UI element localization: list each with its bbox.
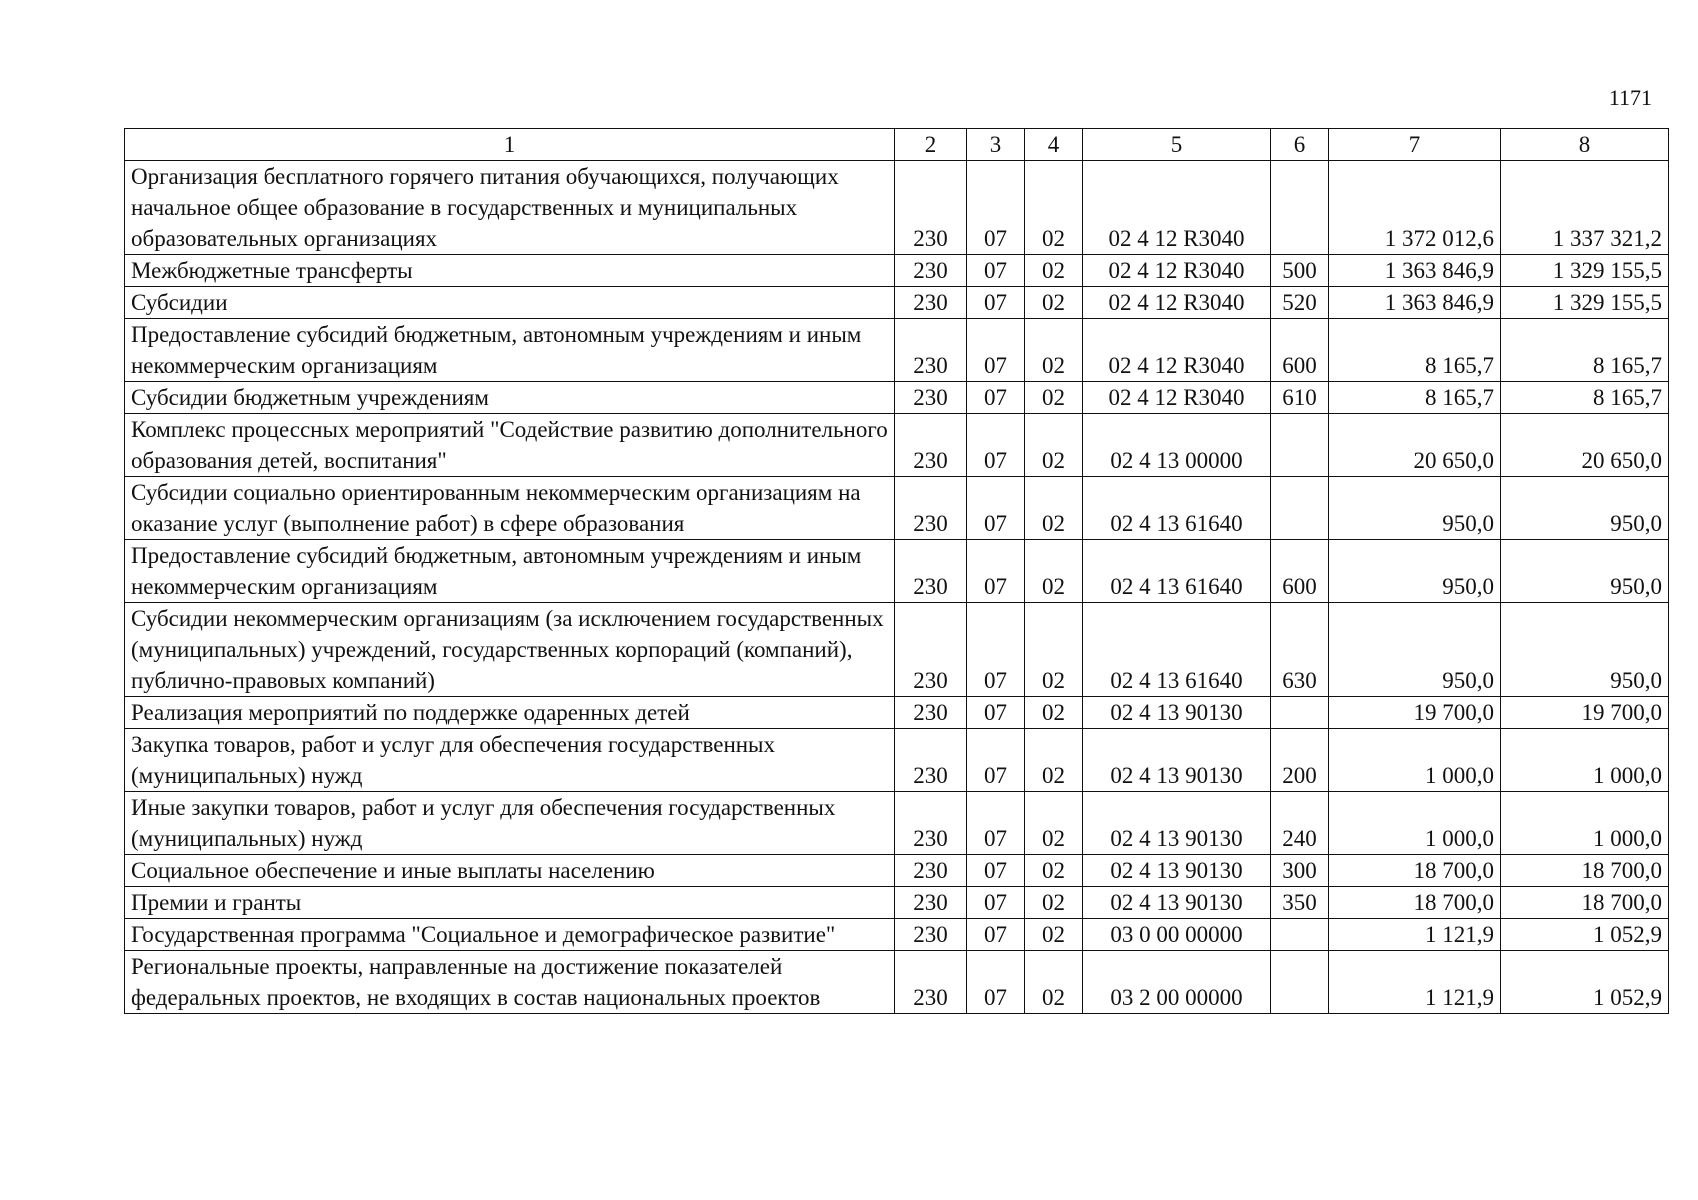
expense-type-cell [1271, 951, 1329, 1014]
column-header: 5 [1083, 129, 1271, 161]
column-header: 4 [1025, 129, 1083, 161]
amount-col8-cell: 1 000,0 [1501, 792, 1669, 855]
table-row [125, 161, 1669, 255]
ministry-code-cell: 230 [895, 382, 967, 414]
item-name-cell: Предоставление субсидий бюджетным, автономным учреждениям и иным некоммерческим организациям [125, 319, 895, 382]
table-row [125, 792, 1669, 855]
ministry-code-cell: 230 [895, 855, 967, 887]
item-name-cell: Премии и гранты [125, 887, 895, 919]
amount-col8-cell: 1 052,9 [1501, 951, 1669, 1014]
column-number-row [125, 129, 1669, 161]
amount-col8-cell: 20 650,0 [1501, 414, 1669, 477]
target-article-cell: 03 2 00 00000 [1083, 951, 1271, 1014]
item-name-cell: Иные закупки товаров, работ и услуг для обеспечения государственных (муниципальных) нужд [125, 792, 895, 855]
target-article-cell: 02 4 12 R3040 [1083, 287, 1271, 319]
ministry-code-cell: 230 [895, 951, 967, 1014]
column-header: 8 [1501, 129, 1669, 161]
table-row [125, 382, 1669, 414]
subsection-code-cell: 02 [1025, 477, 1083, 540]
column-header: 7 [1329, 129, 1501, 161]
expense-type-cell: 600 [1271, 319, 1329, 382]
ministry-code-cell: 230 [895, 477, 967, 540]
subsection-code-cell: 02 [1025, 540, 1083, 603]
section-code-cell: 07 [967, 919, 1025, 951]
column-header: 3 [967, 129, 1025, 161]
subsection-code-cell: 02 [1025, 887, 1083, 919]
amount-col7-cell: 950,0 [1329, 477, 1501, 540]
amount-col7-cell: 1 363 846,9 [1329, 255, 1501, 287]
subsection-code-cell: 02 [1025, 414, 1083, 477]
amount-col7-cell: 1 121,9 [1329, 919, 1501, 951]
amount-col8-cell: 19 700,0 [1501, 697, 1669, 729]
subsection-code-cell: 02 [1025, 855, 1083, 887]
target-article-cell: 02 4 13 90130 [1083, 887, 1271, 919]
item-name-cell: Субсидии бюджетным учреждениям [125, 382, 895, 414]
amount-col7-cell: 950,0 [1329, 603, 1501, 697]
section-code-cell: 07 [967, 540, 1025, 603]
expense-type-cell [1271, 414, 1329, 477]
section-code-cell: 07 [967, 161, 1025, 255]
target-article-cell: 02 4 13 90130 [1083, 697, 1271, 729]
section-code-cell: 07 [967, 287, 1025, 319]
item-name-cell: Организация бесплатного горячего питания обучающихся, получающих начальное общее образование в государственных и муниципальных образовательных организациях [125, 161, 895, 255]
item-name-cell: Реализация мероприятий по поддержке одаренных детей [125, 697, 895, 729]
table-row [125, 919, 1669, 951]
expense-type-cell: 610 [1271, 382, 1329, 414]
amount-col8-cell: 950,0 [1501, 603, 1669, 697]
table-row [125, 603, 1669, 697]
budget-table [124, 128, 1669, 1014]
ministry-code-cell: 230 [895, 729, 967, 792]
subsection-code-cell: 02 [1025, 382, 1083, 414]
amount-col8-cell: 1 329 155,5 [1501, 255, 1669, 287]
target-article-cell: 03 0 00 00000 [1083, 919, 1271, 951]
amount-col8-cell: 1 052,9 [1501, 919, 1669, 951]
section-code-cell: 07 [967, 319, 1025, 382]
table-row [125, 855, 1669, 887]
item-name-cell: Предоставление субсидий бюджетным, автономным учреждениям и иным некоммерческим организациям [125, 540, 895, 603]
amount-col7-cell: 950,0 [1329, 540, 1501, 603]
section-code-cell: 07 [967, 697, 1025, 729]
ministry-code-cell: 230 [895, 540, 967, 603]
item-name-cell: Субсидии [125, 287, 895, 319]
amount-col8-cell: 8 165,7 [1501, 382, 1669, 414]
item-name-cell: Государственная программа "Социальное и демографическое развитие" [125, 919, 895, 951]
amount-col8-cell: 1 329 155,5 [1501, 287, 1669, 319]
column-header: 2 [895, 129, 967, 161]
table-row [125, 255, 1669, 287]
expense-type-cell [1271, 477, 1329, 540]
target-article-cell: 02 4 12 R3040 [1083, 382, 1271, 414]
subsection-code-cell: 02 [1025, 161, 1083, 255]
ministry-code-cell: 230 [895, 887, 967, 919]
section-code-cell: 07 [967, 603, 1025, 697]
amount-col7-cell: 1 000,0 [1329, 792, 1501, 855]
subsection-code-cell: 02 [1025, 729, 1083, 792]
target-article-cell: 02 4 13 61640 [1083, 477, 1271, 540]
expense-type-cell: 520 [1271, 287, 1329, 319]
subsection-code-cell: 02 [1025, 919, 1083, 951]
column-header: 6 [1271, 129, 1329, 161]
table-row [125, 540, 1669, 603]
expense-type-cell [1271, 919, 1329, 951]
section-code-cell: 07 [967, 729, 1025, 792]
section-code-cell: 07 [967, 382, 1025, 414]
ministry-code-cell: 230 [895, 319, 967, 382]
subsection-code-cell: 02 [1025, 951, 1083, 1014]
expense-type-cell [1271, 697, 1329, 729]
amount-col7-cell: 8 165,7 [1329, 382, 1501, 414]
amount-col8-cell: 8 165,7 [1501, 319, 1669, 382]
target-article-cell: 02 4 13 90130 [1083, 729, 1271, 792]
table-row [125, 951, 1669, 1014]
amount-col8-cell: 18 700,0 [1501, 855, 1669, 887]
ministry-code-cell: 230 [895, 697, 967, 729]
amount-col8-cell: 1 337 321,2 [1501, 161, 1669, 255]
item-name-cell: Субсидии социально ориентированным некоммерческим организациям на оказание услуг (выполнение работ) в сфере образования [125, 477, 895, 540]
expense-type-cell [1271, 161, 1329, 255]
table-row [125, 729, 1669, 792]
item-name-cell: Субсидии некоммерческим организациям (за исключением государственных (муниципальных) учреждений, государственных корпораций (компаний), публично-правовых компаний) [125, 603, 895, 697]
ministry-code-cell: 230 [895, 287, 967, 319]
amount-col8-cell: 1 000,0 [1501, 729, 1669, 792]
target-article-cell: 02 4 13 90130 [1083, 792, 1271, 855]
amount-col8-cell: 18 700,0 [1501, 887, 1669, 919]
target-article-cell: 02 4 13 61640 [1083, 603, 1271, 697]
section-code-cell: 07 [967, 792, 1025, 855]
expense-type-cell: 200 [1271, 729, 1329, 792]
ministry-code-cell: 230 [895, 255, 967, 287]
table-row [125, 477, 1669, 540]
item-name-cell: Закупка товаров, работ и услуг для обеспечения государственных (муниципальных) нужд [125, 729, 895, 792]
expense-type-cell: 500 [1271, 255, 1329, 287]
amount-col7-cell: 1 000,0 [1329, 729, 1501, 792]
target-article-cell: 02 4 13 90130 [1083, 855, 1271, 887]
section-code-cell: 07 [967, 477, 1025, 540]
expense-type-cell: 240 [1271, 792, 1329, 855]
amount-col8-cell: 950,0 [1501, 540, 1669, 603]
amount-col8-cell: 950,0 [1501, 477, 1669, 540]
target-article-cell: 02 4 12 R3040 [1083, 161, 1271, 255]
subsection-code-cell: 02 [1025, 603, 1083, 697]
table-row [125, 319, 1669, 382]
amount-col7-cell: 19 700,0 [1329, 697, 1501, 729]
table-row [125, 287, 1669, 319]
section-code-cell: 07 [967, 951, 1025, 1014]
item-name-cell: Региональные проекты, направленные на достижение показателей федеральных проектов, не входящих в состав национальных проектов [125, 951, 895, 1014]
subsection-code-cell: 02 [1025, 697, 1083, 729]
expense-type-cell: 350 [1271, 887, 1329, 919]
expense-type-cell: 300 [1271, 855, 1329, 887]
section-code-cell: 07 [967, 887, 1025, 919]
subsection-code-cell: 02 [1025, 255, 1083, 287]
ministry-code-cell: 230 [895, 792, 967, 855]
item-name-cell: Комплекс процессных мероприятий "Содействие развитию дополнительного образования детей, воспитания" [125, 414, 895, 477]
amount-col7-cell: 1 121,9 [1329, 951, 1501, 1014]
table-row [125, 414, 1669, 477]
target-article-cell: 02 4 12 R3040 [1083, 255, 1271, 287]
target-article-cell: 02 4 13 00000 [1083, 414, 1271, 477]
subsection-code-cell: 02 [1025, 319, 1083, 382]
ministry-code-cell: 230 [895, 161, 967, 255]
item-name-cell: Межбюджетные трансферты [125, 255, 895, 287]
table-row [125, 697, 1669, 729]
table-body [125, 161, 1669, 1014]
expense-type-cell: 600 [1271, 540, 1329, 603]
section-code-cell: 07 [967, 855, 1025, 887]
amount-col7-cell: 8 165,7 [1329, 319, 1501, 382]
ministry-code-cell: 230 [895, 603, 967, 697]
amount-col7-cell: 1 372 012,6 [1329, 161, 1501, 255]
ministry-code-cell: 230 [895, 919, 967, 951]
page-number: 1171 [1608, 85, 1652, 110]
column-header: 1 [125, 129, 895, 161]
amount-col7-cell: 18 700,0 [1329, 855, 1501, 887]
ministry-code-cell: 230 [895, 414, 967, 477]
target-article-cell: 02 4 12 R3040 [1083, 319, 1271, 382]
subsection-code-cell: 02 [1025, 287, 1083, 319]
item-name-cell: Социальное обеспечение и иные выплаты населению [125, 855, 895, 887]
amount-col7-cell: 20 650,0 [1329, 414, 1501, 477]
section-code-cell: 07 [967, 255, 1025, 287]
subsection-code-cell: 02 [1025, 792, 1083, 855]
target-article-cell: 02 4 13 61640 [1083, 540, 1271, 603]
amount-col7-cell: 18 700,0 [1329, 887, 1501, 919]
table-row [125, 887, 1669, 919]
expense-type-cell: 630 [1271, 603, 1329, 697]
section-code-cell: 07 [967, 414, 1025, 477]
amount-col7-cell: 1 363 846,9 [1329, 287, 1501, 319]
